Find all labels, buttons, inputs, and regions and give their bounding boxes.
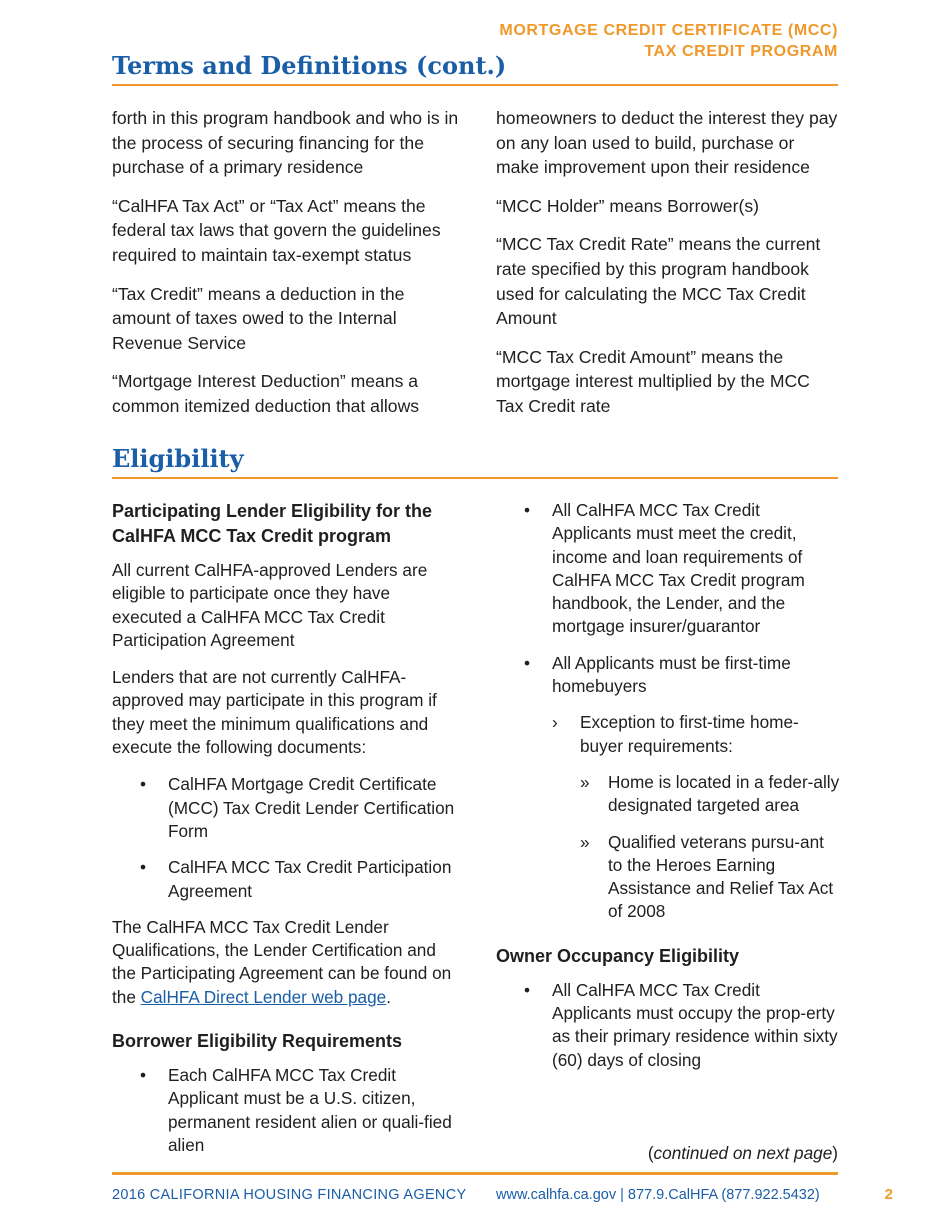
lender-paragraph-3 [112, 916, 464, 1009]
sub-sub-list-item [496, 771, 841, 818]
period: . [386, 986, 391, 1007]
sub-sub-list-item-text: Home is located in a feder-ally designated targeted area [608, 771, 840, 816]
sub-sub-list-item-text: Qualified veterans pursu-ant to the Heroes Earning Assistance and Relief Tax Act of 2008 [608, 831, 834, 922]
sub-list-item [496, 711, 841, 758]
list-item [112, 1064, 464, 1157]
page-number: 2 [884, 1186, 893, 1203]
list-item [496, 499, 841, 639]
list-item [112, 856, 464, 903]
header-line-1: MORTGAGE CREDIT CERTIFICATE (MCC) [499, 22, 838, 39]
list-item-text: All Applicants must be first-time homebuyers [552, 652, 791, 697]
eligibility-right-column [496, 499, 841, 1085]
definition-paragraph: “MCC Tax Credit Amount” means the mortgage interest multiplied by the MCC Tax Credit rate [496, 346, 810, 416]
sub-list-item-text: Exception to first-time home-buyer requirements: [580, 712, 799, 756]
bullet-icon: • [524, 500, 531, 520]
list-item [496, 652, 841, 699]
list-item [112, 773, 464, 843]
lender-paragraph-2: Lenders that are not currently CalHFA-approved may participate in this program if they meet the minimum qualifications and execute the following documents: [112, 667, 437, 758]
continued-close-paren: ) [832, 1143, 838, 1163]
bullet-icon: • [140, 1065, 147, 1086]
continued-note [648, 1141, 838, 1165]
double-chevron-icon: » [580, 831, 590, 852]
definition-paragraph: “Mortgage Interest Deduction” means a common itemized deduction that allows [112, 371, 420, 416]
list-item-text: All CalHFA MCC Tax Credit Applicants must meet the credit, income and loan requirements of CalHFA MCC Tax Credit program handbook, the Lender, and the mortgage insurer/guarantor [552, 500, 805, 637]
bullet-icon: • [140, 857, 147, 878]
sub-sub-list-item [496, 831, 841, 924]
terms-right-column [496, 106, 841, 433]
lender-eligibility-heading: Participating Lender Eligibility for the CalHFA MCC Tax Credit program [112, 501, 433, 546]
lender-paragraph-1: All current CalHFA-approved Lenders are eligible to participate once they have executed a CalHFA MCC Tax Credit Participation Agreement [112, 560, 428, 650]
bullet-icon: • [524, 652, 531, 673]
definition-paragraph: forth in this program handbook and who is in the process of securing financing for the purchase of a primary residence [112, 108, 459, 178]
borrower-eligibility-heading: Borrower Eligibility Requirements [112, 1031, 403, 1052]
definition-paragraph: “Tax Credit” means a deduction in the amount of taxes owed to the Internal Revenue Service [112, 283, 405, 353]
terms-section-title: Terms and Definitions (cont.) [112, 51, 838, 86]
owner-occupancy-heading: Owner Occupancy Eligibility [496, 945, 740, 966]
definition-paragraph: “MCC Tax Credit Rate” means the current rate specified by this program handbook used for calculating the MCC Tax Credit Amount [496, 234, 821, 329]
double-chevron-icon: » [580, 771, 590, 792]
bullet-icon: • [140, 774, 147, 795]
list-item-text: Each CalHFA MCC Tax Credit Applicant must be a U.S. citizen, permanent resident alien or quali-fied alien [168, 1065, 452, 1155]
footer-divider [112, 1172, 838, 1175]
definition-paragraph: homeowners to deduct the interest they pay on any loan used to build, purchase or make improvement upon their residence [496, 108, 838, 178]
footer-agency: 2016 CALIFORNIA HOUSING FINANCING AGENCY [112, 1187, 467, 1203]
eligibility-section-title: Eligibility [112, 444, 838, 479]
list-item-text: CalHFA Mortgage Credit Certificate (MCC) Tax Credit Lender Certification Form [168, 774, 455, 841]
calhfa-direct-lender-link[interactable]: CalHFA Direct Lender web page [140, 986, 387, 1007]
definition-paragraph: “MCC Holder” means Borrower(s) [496, 195, 759, 216]
list-item [496, 979, 841, 1072]
definition-paragraph: “CalHFA Tax Act” or “Tax Act” means the federal tax laws that govern the guidelines required to maintain tax-exempt status [112, 195, 441, 265]
list-item-text: CalHFA MCC Tax Credit Participation Agreement [168, 857, 452, 901]
terms-left-column [112, 106, 464, 433]
lender-paragraph-3-text: The CalHFA MCC Tax Credit Lender Qualifications, the Lender Certification and the Participating Agreement can be found on the [112, 916, 452, 1007]
footer-contact: www.calhfa.ca.gov | 877.9.CalHFA (877.922.5432) [496, 1187, 820, 1203]
bullet-icon: • [524, 979, 531, 1000]
continued-open-paren: ( [647, 1143, 654, 1163]
continued-text: continued on next page [653, 1143, 833, 1163]
chevron-right-icon: › [552, 712, 558, 733]
eligibility-left-column [112, 499, 464, 1170]
header-line-2: TAX CREDIT PROGRAM [644, 43, 838, 60]
list-item-text: All CalHFA MCC Tax Credit Applicants must occupy the prop-erty as their primary residence within sixty (60) days of closing [552, 979, 838, 1070]
